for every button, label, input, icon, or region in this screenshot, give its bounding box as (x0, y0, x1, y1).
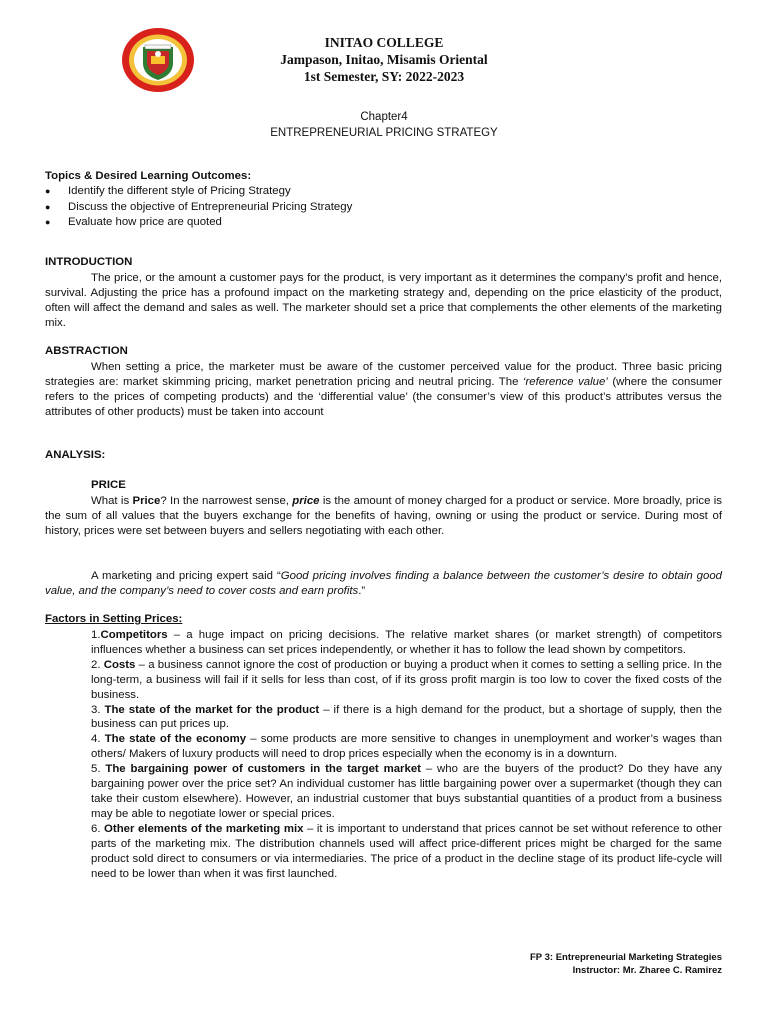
price-paragraph: What is Price? In the narrowest sense, price is the amount of money charged for a product or service. More broadly, price is the sum of all values that the buyers exchange for the benefits of having, owning or using the product or service. During most of history, prices were set between buyers and sellers negotiating with each other. (45, 495, 722, 537)
factors-list (91, 628, 722, 881)
footer-course: FP 3: Entrepreneurial Marketing Strategies (530, 952, 722, 963)
college-name: INITAO COLLEGE (324, 35, 444, 50)
analysis-heading: ANALYSIS: (45, 449, 106, 461)
list-item: ● Evaluate how price are quoted (45, 215, 352, 231)
factor-item: 2. Costs – a business cannot ignore the cost of production or buying a product when it comes to setting a selling price. In the long-term, a business will fail if it sells for less than cost, of if its gross profit margin is too low to cover the fixed costs of the business. (91, 658, 722, 701)
learning-outcomes-list (45, 184, 352, 231)
price-subheading: PRICE (91, 479, 126, 491)
factor-item: 4. The state of the economy – some products are more sensitive to changes in unemployment and worker’s wages than others/ Makers of luxury products will need to drop prices especially when the economy is in a downturn. (91, 733, 722, 761)
college-address: Jampason, Initao, Misamis Oriental (280, 52, 488, 67)
introduction-heading: INTRODUCTION (45, 256, 133, 268)
list-item: ● Identify the different style of Pricing Strategy (45, 184, 352, 200)
introduction-paragraph: The price, or the amount a customer pays for the product, is very important as it determines the company’s profit and hence, survival. Adjusting the price has a profound impact on the marketing strategy and, depending on the price elasticity of the product, often will affect the demand and sales as well. The marketer should set a price that complements the other elements of the marketing mix. (45, 272, 722, 329)
semester-line: 1st Semester, SY: 2022-2023 (303, 69, 465, 84)
topics-heading: Topics & Desired Learning Outcomes: (45, 170, 252, 182)
factor-item: 3. The state of the market for the product – if there is a high demand for the product, but a shortage of supply, then the business can put prices up. (91, 703, 722, 731)
abstraction-heading: ABSTRACTION (45, 345, 128, 357)
factors-heading: Factors in Setting Prices: (45, 613, 183, 625)
factor-item: 6. Other elements of the marketing mix – it is important to understand that prices cannot be set without reference to other parts of the marketing mix. The distribution channels used will affect price-different prices might be charged for the same product sold direct to consumers or via intermediaries. The price of a product in the decline stage of its product life-cycle will need to be lower than when it was first launched. (91, 822, 722, 880)
factor-item: 1.Competitors – a huge impact on pricing decisions. The relative market shares (or market strength) of competitors influences whether a business can set prices independently, or whether it has to follow the lead shown by competitors. (91, 629, 722, 656)
abstraction-paragraph: When setting a price, the marketer must be aware of the customer perceived value for the product. Three basic pricing strategies are: market skimming pricing, market penetration pricing and neutral pricing. The ‘reference value’ (where the consumer refers to the prices of competing products) and the ‘differential value’ (the consumer’s view of this product’s attributes versus the attributes of other products) must be taken into account (45, 361, 722, 418)
footer-instructor: Instructor: Mr. Zharee C. Ramirez (572, 965, 722, 976)
list-item: ● Discuss the objective of Entrepreneurial Pricing Strategy (45, 200, 352, 216)
factor-item: 5. The bargaining power of customers in the target market – who are the buyers of the product? Do they have any bargaining power over the price set? An individual customer has little bargaining power over a supermarket (though they can take their custom elsewhere). However, an industrial customer that buys substantial quantities of a product from a business may be able to negotiate lower or special prices. (91, 763, 722, 820)
expert-quote-paragraph: A marketing and pricing expert said “Good pricing involves finding a balance between the customer’s desire to obtain good value, and the company’s need to cover costs and earn profits.” (45, 570, 723, 597)
reference-value-term: ‘reference value’ (522, 375, 608, 388)
chapter-title: ENTREPRENEURIAL PRICING STRATEGY (270, 127, 498, 139)
chapter-number: Chapter4 (360, 111, 408, 123)
